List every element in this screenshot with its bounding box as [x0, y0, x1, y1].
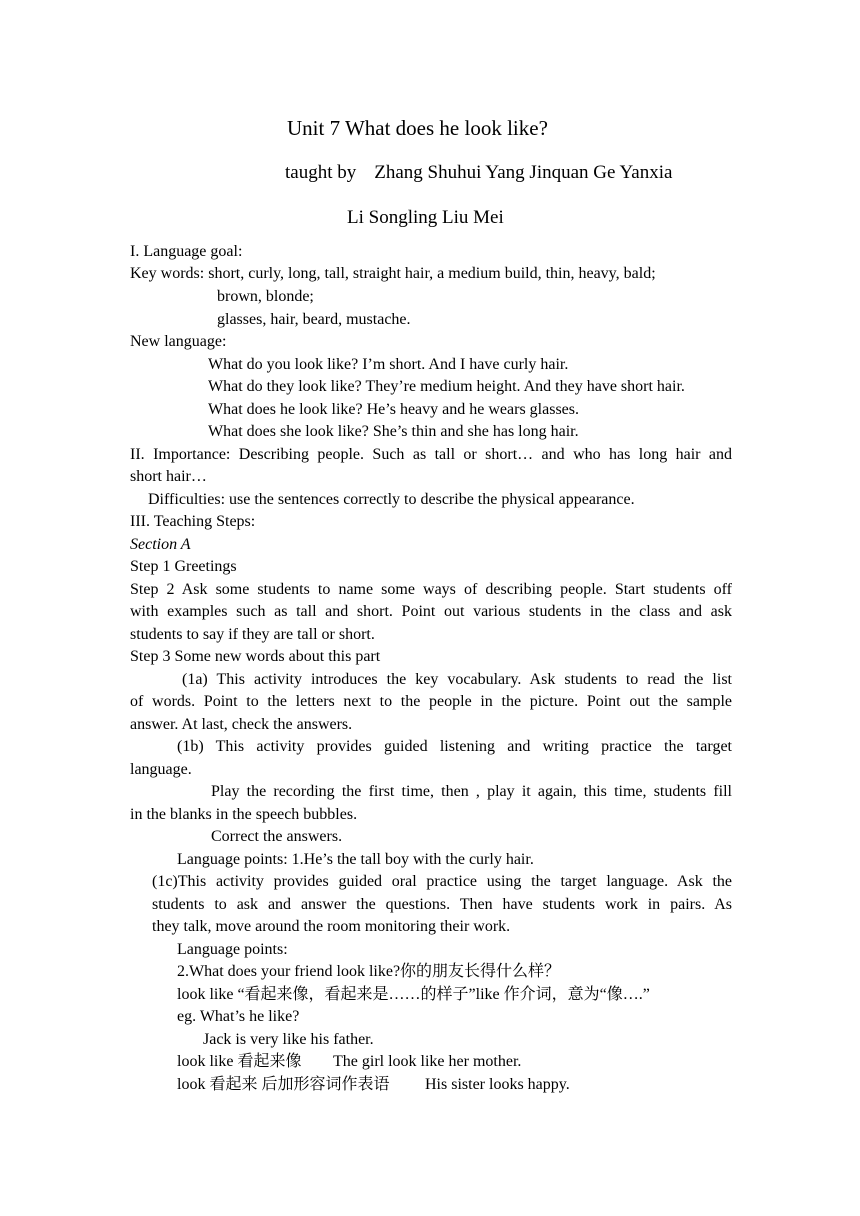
step-2-line-3: students to say if they are tall or short.: [130, 626, 375, 643]
difficulties-line: Difficulties: use the sentences correctly to describe the physical appearance.: [148, 491, 635, 508]
taught-by-label: taught by: [285, 162, 357, 183]
key-words-line-1: Key words: short, curly, long, tall, straight hair, a medium build, thin, heavy, bald;: [130, 265, 656, 282]
language-points-label: Language points:: [177, 941, 288, 958]
activity-1a-line-1: (1a) This activity introduces the key vocabulary. Ask students to read the list: [182, 671, 732, 688]
language-point-3: look like “看起来像，看起来是……的样子”like 作介词，意为“像….”: [177, 986, 650, 1003]
activity-1b-line-1: (1b) This activity provides guided listening and writing practice the target: [177, 738, 732, 755]
activity-1b-line-2: language.: [130, 761, 192, 778]
step-3: Step 3 Some new words about this part: [130, 648, 381, 665]
activity-1b-line-4: in the blanks in the speech bubbles.: [130, 806, 358, 823]
key-words-line-2: brown, blonde;: [217, 288, 314, 305]
teacher-names-2: Li Songling Liu Mei: [347, 207, 504, 228]
teacher-names-1: Zhang Shuhui Yang Jinquan Ge Yanxia: [374, 162, 673, 183]
page-title: Unit 7 What does he look like?: [287, 116, 548, 140]
look-example: His sister looks happy.: [425, 1076, 570, 1093]
look-like-example: The girl look like her mother.: [333, 1053, 522, 1070]
new-language-label: New language:: [130, 333, 227, 350]
importance-line-2: short hair…: [130, 468, 207, 485]
language-goal-heading: I. Language goal:: [130, 243, 243, 260]
step-2-line-1: Step 2 Ask some students to name some ways of describing people. Start students off: [130, 581, 732, 598]
activity-1c-line-2: students to ask and answer the questions. Then have students work in pairs. As: [152, 896, 732, 913]
step-1: Step 1 Greetings: [130, 558, 237, 575]
activity-1c-line-1: (1c)This activity provides guided oral practice using the target language. Ask the: [152, 873, 732, 890]
example-1: eg. What’s he like?: [177, 1008, 300, 1025]
sentence-2: What do they look like? They’re medium height. And they have short hair.: [208, 378, 685, 395]
step-2-line-2: with examples such as tall and short. Point out various students in the class and ask: [130, 603, 732, 620]
example-2: Jack is very like his father.: [203, 1031, 374, 1048]
activity-1a-line-3: answer. At last, check the answers.: [130, 716, 353, 733]
activity-1b-line-3: Play the recording the first time, then , play it again, this time, students fill: [211, 783, 732, 800]
look-term: look 看起来 后加形容词作表语: [177, 1076, 390, 1093]
sentence-3: What does he look like? He’s heavy and he wears glasses.: [208, 401, 579, 418]
look-like-term: look like 看起来像: [177, 1053, 302, 1070]
activity-1b-line-5: Correct the answers.: [211, 828, 343, 845]
importance-line-1: II. Importance: Describing people. Such as tall or short… and who has long hair and: [130, 446, 732, 463]
teachers-line-1: [285, 161, 672, 185]
teaching-steps-heading: III. Teaching Steps:: [130, 513, 256, 530]
sentence-4: What does she look like? She’s thin and she has long hair.: [208, 423, 579, 440]
language-point-1: Language points: 1.He’s the tall boy with the curly hair.: [177, 851, 534, 868]
activity-1c-line-3: they talk, move around the room monitoring their work.: [152, 918, 511, 935]
sentence-1: What do you look like? I’m short. And I have curly hair.: [208, 356, 569, 373]
language-point-2: 2.What does your friend look like?你的朋友长得什么样？: [177, 963, 561, 980]
activity-1a-line-2: of words. Point to the letters next to the people in the picture. Point out the sample: [130, 693, 732, 710]
section-a-label: Section A: [130, 536, 191, 553]
key-words-line-3: glasses, hair, beard, mustache.: [217, 311, 411, 328]
